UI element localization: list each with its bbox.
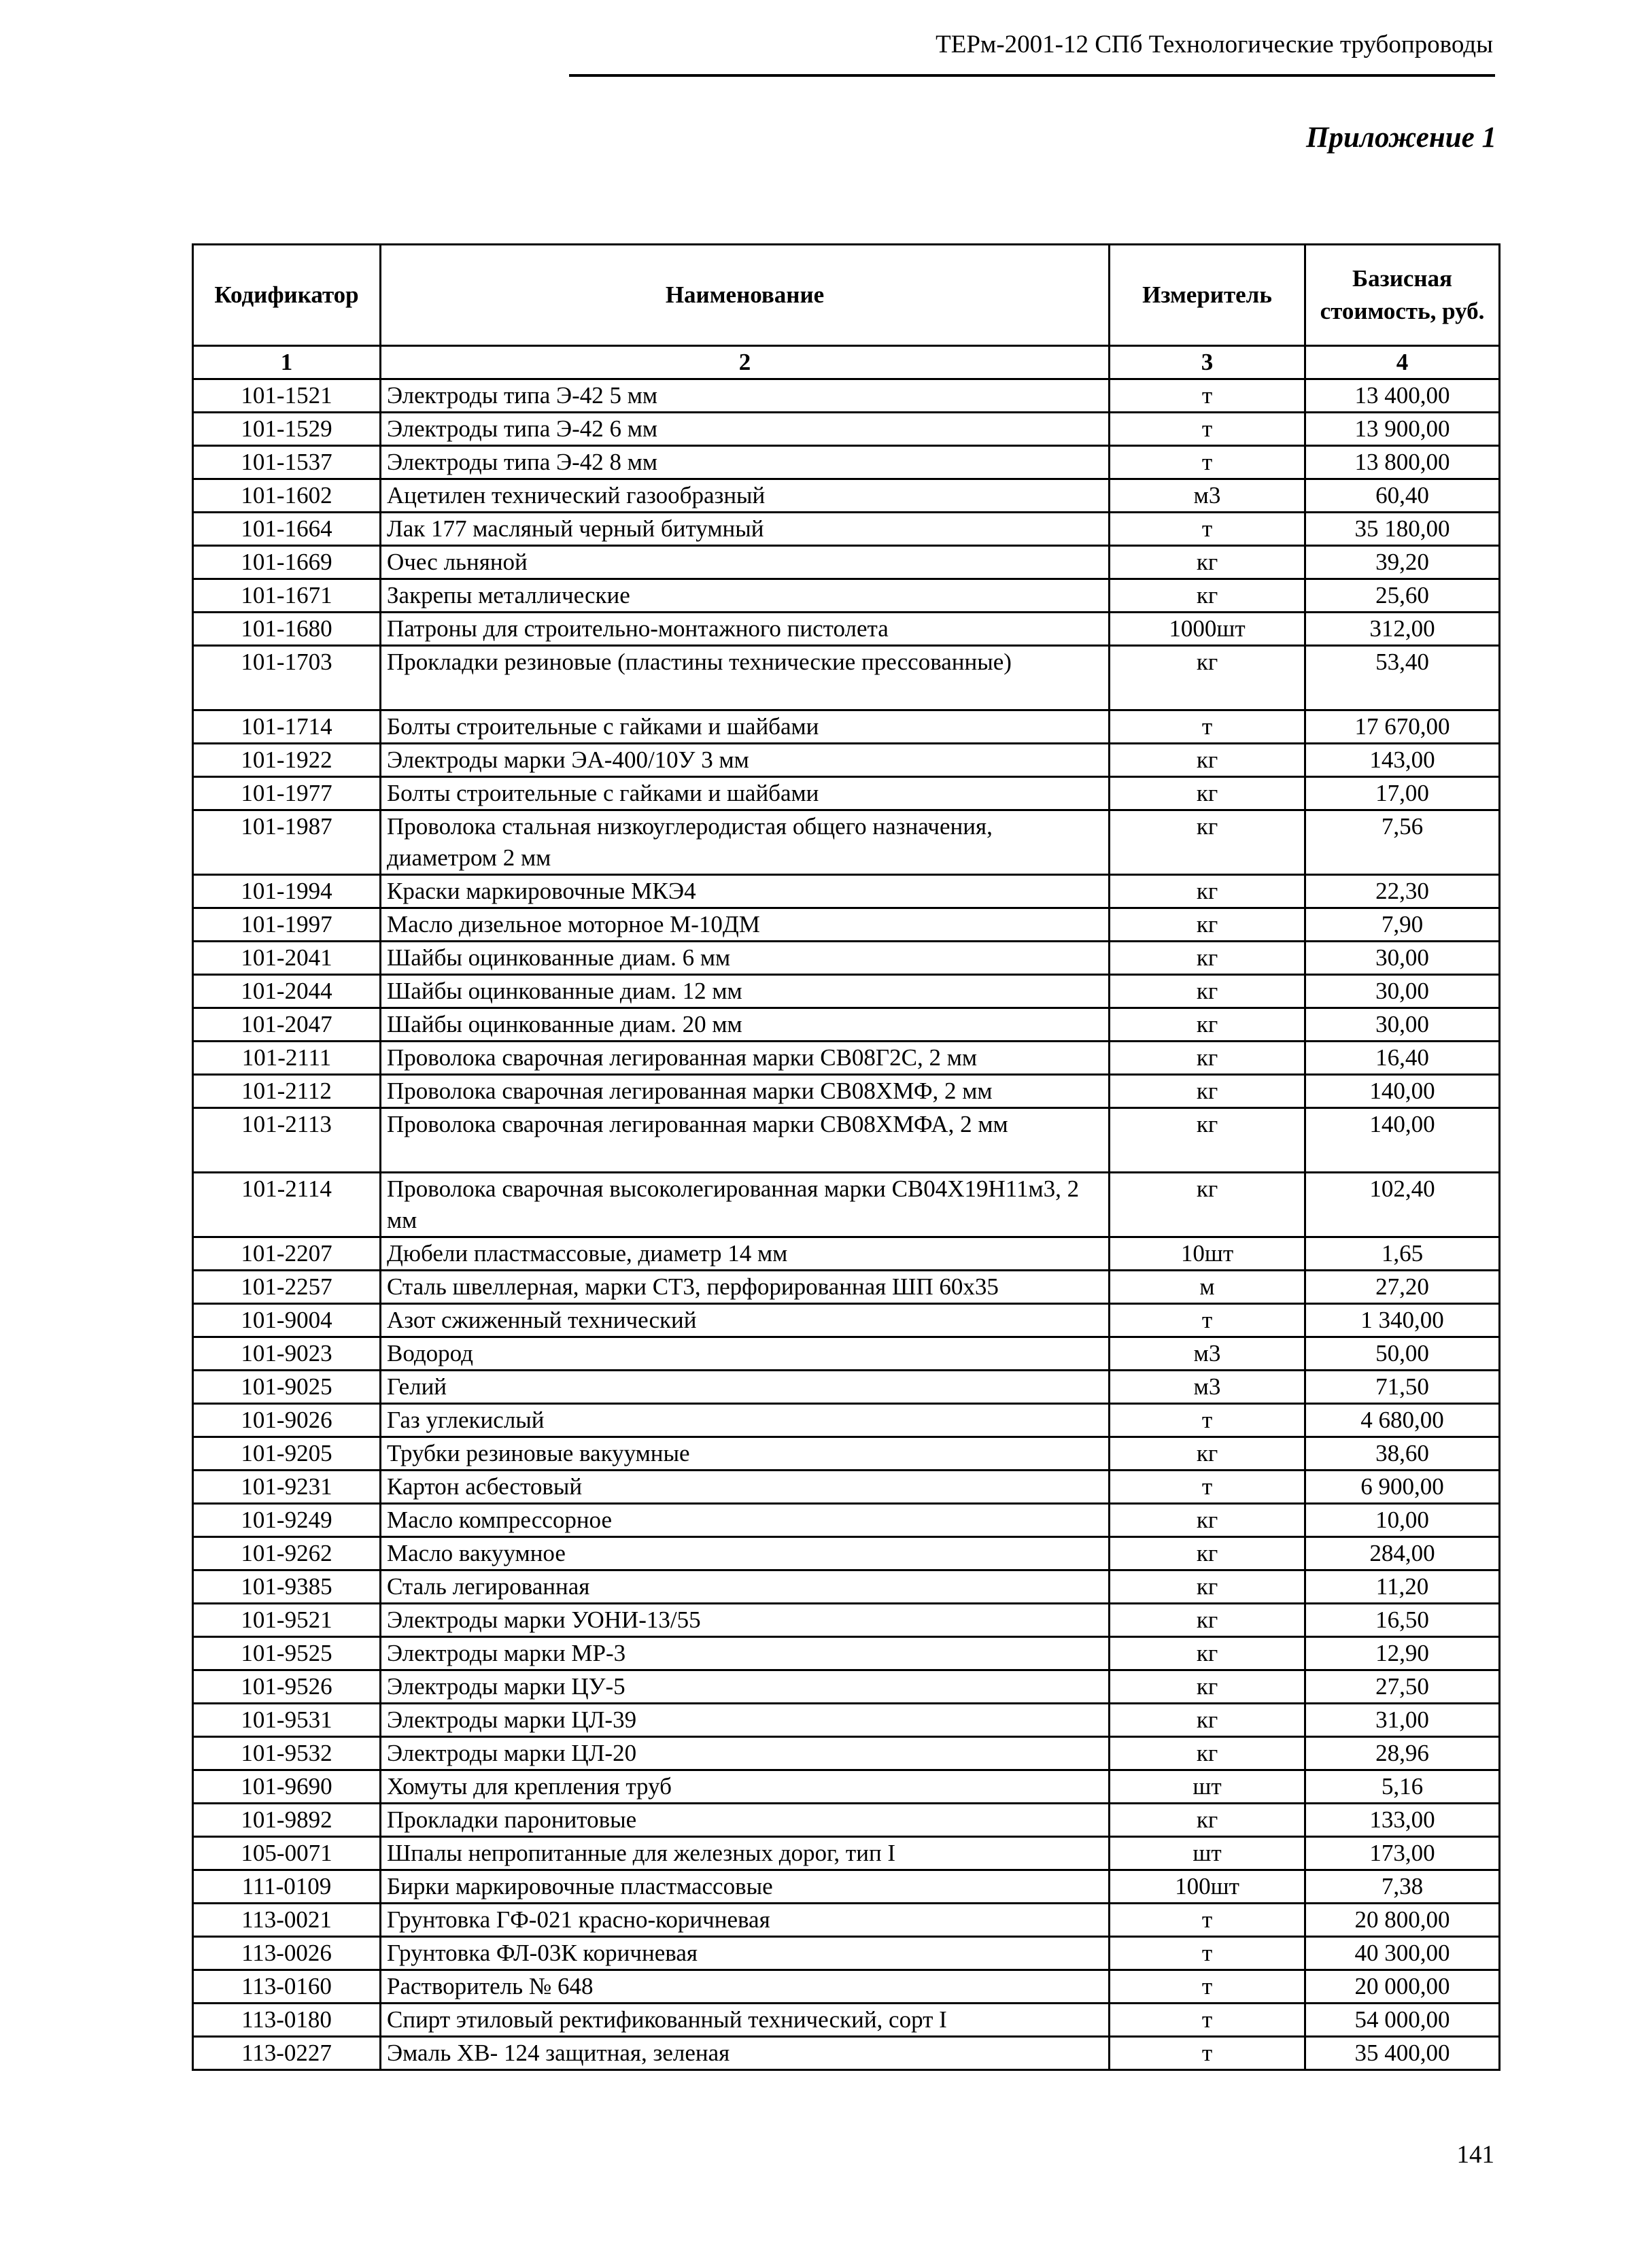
- row-name: Грунтовка ГФ-021 красно-коричневая: [381, 1904, 1110, 1937]
- row-code: 101-1977: [193, 777, 381, 810]
- table-row: [193, 1704, 1500, 1737]
- column-header-code: Кодификатор: [193, 245, 381, 346]
- row-price: 30,00: [1305, 975, 1500, 1008]
- row-unit: т: [1110, 413, 1305, 446]
- row-name: Ацетилен технический газообразный: [381, 479, 1110, 513]
- row-unit: кг: [1110, 975, 1305, 1008]
- row-unit: кг: [1110, 1437, 1305, 1471]
- table-row: [193, 1271, 1500, 1304]
- table-row: [193, 1804, 1500, 1837]
- row-unit: кг: [1110, 1637, 1305, 1670]
- row-unit: кг: [1110, 1504, 1305, 1537]
- table-row: [193, 1337, 1500, 1371]
- row-price: 4 680,00: [1305, 1404, 1500, 1437]
- row-code: 101-9521: [193, 1604, 381, 1637]
- row-code: 113-0227: [193, 2037, 381, 2070]
- row-price: 16,50: [1305, 1604, 1500, 1637]
- table-row: [193, 1604, 1500, 1637]
- table-row: [193, 942, 1500, 975]
- table-row: [193, 446, 1500, 479]
- table-row: [193, 810, 1500, 875]
- row-code: 101-9525: [193, 1637, 381, 1670]
- row-price: 17,00: [1305, 777, 1500, 810]
- row-unit: кг: [1110, 1670, 1305, 1704]
- row-code: 101-1669: [193, 546, 381, 579]
- table-row: [193, 513, 1500, 546]
- row-price: 12,90: [1305, 1637, 1500, 1670]
- row-name: Масло дизельное моторное М-10ДМ: [381, 908, 1110, 942]
- document-header-title: ТЕРм-2001-12 СПб Технологические трубопроводы: [936, 31, 1493, 58]
- row-code: 101-9531: [193, 1704, 381, 1737]
- table-row: [193, 710, 1500, 744]
- row-name: Электроды марки ЭА-400/10У 3 мм: [381, 744, 1110, 777]
- row-code: 101-2114: [193, 1173, 381, 1237]
- row-price: 7,56: [1305, 810, 1500, 875]
- row-code: 101-2112: [193, 1075, 381, 1108]
- row-code: 101-9262: [193, 1537, 381, 1570]
- row-name: Азот сжиженный технический: [381, 1304, 1110, 1337]
- row-code: 101-1922: [193, 744, 381, 777]
- row-code: 101-9025: [193, 1371, 381, 1404]
- column-header-price: Базисная стоимость, руб.: [1305, 245, 1500, 346]
- row-unit: т: [1110, 513, 1305, 546]
- row-price: 102,40: [1305, 1173, 1500, 1237]
- row-unit: кг: [1110, 1108, 1305, 1173]
- row-unit: т: [1110, 1304, 1305, 1337]
- row-unit: кг: [1110, 875, 1305, 908]
- table-row: [193, 646, 1500, 710]
- row-name: Болты строительные с гайками и шайбами: [381, 710, 1110, 744]
- column-number: 3: [1110, 346, 1305, 379]
- row-name: Гелий: [381, 1371, 1110, 1404]
- row-price: 13 900,00: [1305, 413, 1500, 446]
- row-name: Трубки резиновые вакуумные: [381, 1437, 1110, 1471]
- row-price: 6 900,00: [1305, 1471, 1500, 1504]
- table-body: [193, 346, 1500, 2070]
- row-name: Водород: [381, 1337, 1110, 1371]
- row-name: Проволока сварочная легированная марки СВ08ХМФ, 2 мм: [381, 1075, 1110, 1108]
- row-unit: кг: [1110, 579, 1305, 613]
- row-unit: т: [1110, 379, 1305, 413]
- row-name: Шайбы оцинкованные диам. 6 мм: [381, 942, 1110, 975]
- table-row: [193, 1108, 1500, 1173]
- row-name: Шайбы оцинкованные диам. 20 мм: [381, 1008, 1110, 1042]
- row-price: 7,90: [1305, 908, 1500, 942]
- table-row: [193, 413, 1500, 446]
- row-price: 71,50: [1305, 1371, 1500, 1404]
- row-price: 1 340,00: [1305, 1304, 1500, 1337]
- row-unit: кг: [1110, 546, 1305, 579]
- row-name: Прокладки паронитовые: [381, 1804, 1110, 1837]
- table-row: [193, 2004, 1500, 2037]
- row-code: 113-0021: [193, 1904, 381, 1937]
- row-code: 111-0109: [193, 1870, 381, 1904]
- row-name: Проволока стальная низкоуглеродистая общего назначения, диаметром 2 мм: [381, 810, 1110, 875]
- row-code: 101-2113: [193, 1108, 381, 1173]
- table-row: [193, 1670, 1500, 1704]
- row-price: 27,50: [1305, 1670, 1500, 1704]
- row-unit: кг: [1110, 1604, 1305, 1637]
- row-price: 1,65: [1305, 1237, 1500, 1271]
- row-unit: кг: [1110, 1804, 1305, 1837]
- row-name: Бирки маркировочные пластмассовые: [381, 1870, 1110, 1904]
- row-price: 143,00: [1305, 744, 1500, 777]
- row-code: 101-2047: [193, 1008, 381, 1042]
- table-row: [193, 975, 1500, 1008]
- page-number: 141: [1456, 2141, 1494, 2169]
- appendix-label: Приложение 1: [1306, 122, 1496, 154]
- row-price: 39,20: [1305, 546, 1500, 579]
- row-unit: м3: [1110, 1371, 1305, 1404]
- table-row: [193, 1237, 1500, 1271]
- row-unit: кг: [1110, 1537, 1305, 1570]
- row-price: 53,40: [1305, 646, 1500, 710]
- row-unit: шт: [1110, 1770, 1305, 1804]
- row-code: 101-2041: [193, 942, 381, 975]
- row-price: 35 180,00: [1305, 513, 1500, 546]
- table-row: [193, 1304, 1500, 1337]
- row-price: 5,16: [1305, 1770, 1500, 1804]
- row-unit: т: [1110, 1970, 1305, 2004]
- row-code: 101-9004: [193, 1304, 381, 1337]
- row-price: 10,00: [1305, 1504, 1500, 1537]
- row-unit: 10шт: [1110, 1237, 1305, 1271]
- row-name: Краски маркировочные МКЭ4: [381, 875, 1110, 908]
- table-row: [193, 546, 1500, 579]
- column-number: 2: [381, 346, 1110, 379]
- row-price: 25,60: [1305, 579, 1500, 613]
- row-unit: кг: [1110, 942, 1305, 975]
- table-row: [193, 1437, 1500, 1471]
- row-unit: м: [1110, 1271, 1305, 1304]
- row-price: 20 800,00: [1305, 1904, 1500, 1937]
- row-code: 101-1714: [193, 710, 381, 744]
- row-name: Электроды марки ЦУ-5: [381, 1670, 1110, 1704]
- column-header-name: Наименование: [381, 245, 1110, 346]
- row-unit: кг: [1110, 1008, 1305, 1042]
- row-unit: кг: [1110, 1042, 1305, 1075]
- row-price: 28,96: [1305, 1737, 1500, 1770]
- row-unit: кг: [1110, 1173, 1305, 1237]
- row-price: 54 000,00: [1305, 2004, 1500, 2037]
- row-name: Шпалы непропитанные для железных дорог, тип I: [381, 1837, 1110, 1870]
- column-number: 4: [1305, 346, 1500, 379]
- row-unit: кг: [1110, 1737, 1305, 1770]
- row-unit: т: [1110, 1471, 1305, 1504]
- row-code: 101-9385: [193, 1570, 381, 1604]
- row-name: Спирт этиловый ректификованный технический, сорт I: [381, 2004, 1110, 2037]
- table-row: [193, 1173, 1500, 1237]
- row-unit: кг: [1110, 810, 1305, 875]
- header-rule: [569, 74, 1495, 77]
- row-name: Электроды марки МР-3: [381, 1637, 1110, 1670]
- row-unit: кг: [1110, 777, 1305, 810]
- column-header-unit: Измеритель: [1110, 245, 1305, 346]
- row-code: 101-1703: [193, 646, 381, 710]
- row-name: Эмаль ХВ- 124 защитная, зеленая: [381, 2037, 1110, 2070]
- row-code: 101-1994: [193, 875, 381, 908]
- row-price: 38,60: [1305, 1437, 1500, 1471]
- row-code: 101-1529: [193, 413, 381, 446]
- table-row: [193, 1008, 1500, 1042]
- row-code: 113-0026: [193, 1937, 381, 1970]
- row-name: Дюбели пластмассовые, диаметр 14 мм: [381, 1237, 1110, 1271]
- row-code: 101-2257: [193, 1271, 381, 1304]
- row-code: 101-1987: [193, 810, 381, 875]
- table-row: [193, 1637, 1500, 1670]
- row-unit: кг: [1110, 1570, 1305, 1604]
- row-name: Картон асбестовый: [381, 1471, 1110, 1504]
- row-unit: т: [1110, 1904, 1305, 1937]
- row-unit: т: [1110, 1937, 1305, 1970]
- row-unit: кг: [1110, 1704, 1305, 1737]
- row-unit: т: [1110, 446, 1305, 479]
- table-row: [193, 1970, 1500, 2004]
- row-name: Сталь легированная: [381, 1570, 1110, 1604]
- row-code: 101-9023: [193, 1337, 381, 1371]
- row-name: Прокладки резиновые (пластины технические прессованные): [381, 646, 1110, 710]
- table-row: [193, 1504, 1500, 1537]
- row-unit: кг: [1110, 646, 1305, 710]
- row-price: 60,40: [1305, 479, 1500, 513]
- table-row: [193, 1870, 1500, 1904]
- table-row: [193, 1904, 1500, 1937]
- row-code: 101-2207: [193, 1237, 381, 1271]
- row-name: Электроды марки УОНИ-13/55: [381, 1604, 1110, 1637]
- row-code: 101-2044: [193, 975, 381, 1008]
- row-name: Сталь швеллерная, марки СТ3, перфорированная ШП 60х35: [381, 1271, 1110, 1304]
- row-name: Масло вакуумное: [381, 1537, 1110, 1570]
- row-price: 22,30: [1305, 875, 1500, 908]
- row-code: 101-1680: [193, 613, 381, 646]
- row-name: Газ углекислый: [381, 1404, 1110, 1437]
- row-price: 284,00: [1305, 1537, 1500, 1570]
- row-name: Электроды типа Э-42 6 мм: [381, 413, 1110, 446]
- row-code: 101-9526: [193, 1670, 381, 1704]
- row-name: Патроны для строительно-монтажного пистолета: [381, 613, 1110, 646]
- row-price: 30,00: [1305, 942, 1500, 975]
- row-unit: 1000шт: [1110, 613, 1305, 646]
- row-name: Растворитель № 648: [381, 1970, 1110, 2004]
- table-row: [193, 579, 1500, 613]
- row-code: 101-1537: [193, 446, 381, 479]
- row-price: 140,00: [1305, 1108, 1500, 1173]
- row-code: 101-1664: [193, 513, 381, 546]
- row-name: Масло компрессорное: [381, 1504, 1110, 1537]
- row-unit: м3: [1110, 1337, 1305, 1371]
- row-price: 40 300,00: [1305, 1937, 1500, 1970]
- row-name: Проволока сварочная высоколегированная марки СВ04Х19Н11м3, 2 мм: [381, 1173, 1110, 1237]
- row-code: 101-2111: [193, 1042, 381, 1075]
- row-name: Болты строительные с гайками и шайбами: [381, 777, 1110, 810]
- row-name: Закрепы металлические: [381, 579, 1110, 613]
- table-row: [193, 1737, 1500, 1770]
- row-name: Грунтовка ФЛ-03К коричневая: [381, 1937, 1110, 1970]
- row-price: 13 800,00: [1305, 446, 1500, 479]
- row-unit: 100шт: [1110, 1870, 1305, 1904]
- row-price: 30,00: [1305, 1008, 1500, 1042]
- row-price: 140,00: [1305, 1075, 1500, 1108]
- row-price: 7,38: [1305, 1870, 1500, 1904]
- row-name: Хомуты для крепления труб: [381, 1770, 1110, 1804]
- row-price: 11,20: [1305, 1570, 1500, 1604]
- row-price: 20 000,00: [1305, 1970, 1500, 2004]
- row-code: 101-1997: [193, 908, 381, 942]
- row-code: 101-9892: [193, 1804, 381, 1837]
- row-name: Электроды марки ЦЛ-20: [381, 1737, 1110, 1770]
- table-row: [193, 1371, 1500, 1404]
- table-row: [193, 1075, 1500, 1108]
- row-unit: т: [1110, 1404, 1305, 1437]
- table-row: [193, 1770, 1500, 1804]
- row-code: 113-0180: [193, 2004, 381, 2037]
- row-code: 101-9690: [193, 1770, 381, 1804]
- row-unit: шт: [1110, 1837, 1305, 1870]
- row-price: 173,00: [1305, 1837, 1500, 1870]
- column-number: 1: [193, 346, 381, 379]
- row-name: Очес льняной: [381, 546, 1110, 579]
- table-row: [193, 613, 1500, 646]
- row-name: Лак 177 масляный черный битумный: [381, 513, 1110, 546]
- row-code: 101-1671: [193, 579, 381, 613]
- row-price: 35 400,00: [1305, 2037, 1500, 2070]
- table-row: [193, 1404, 1500, 1437]
- row-price: 17 670,00: [1305, 710, 1500, 744]
- table-row: [193, 777, 1500, 810]
- row-name: Электроды марки ЦЛ-39: [381, 1704, 1110, 1737]
- row-unit: кг: [1110, 908, 1305, 942]
- row-unit: кг: [1110, 744, 1305, 777]
- row-name: Проволока сварочная легированная марки СВ08Г2С, 2 мм: [381, 1042, 1110, 1075]
- table-row: [193, 2037, 1500, 2070]
- table-row: [193, 1937, 1500, 1970]
- row-price: 50,00: [1305, 1337, 1500, 1371]
- row-price: 13 400,00: [1305, 379, 1500, 413]
- row-name: Электроды типа Э-42 5 мм: [381, 379, 1110, 413]
- row-code: 101-9205: [193, 1437, 381, 1471]
- table-row: [193, 479, 1500, 513]
- row-unit: т: [1110, 710, 1305, 744]
- row-code: 105-0071: [193, 1837, 381, 1870]
- row-code: 113-0160: [193, 1970, 381, 2004]
- row-unit: т: [1110, 2004, 1305, 2037]
- row-price: 312,00: [1305, 613, 1500, 646]
- row-code: 101-9532: [193, 1737, 381, 1770]
- row-name: Электроды типа Э-42 8 мм: [381, 446, 1110, 479]
- table-row: [193, 1570, 1500, 1604]
- price-table: [192, 243, 1501, 2071]
- row-code: 101-1602: [193, 479, 381, 513]
- table-row: [193, 379, 1500, 413]
- row-price: 31,00: [1305, 1704, 1500, 1737]
- table-row: [193, 1837, 1500, 1870]
- row-price: 133,00: [1305, 1804, 1500, 1837]
- row-unit: кг: [1110, 1075, 1305, 1108]
- table-row: [193, 744, 1500, 777]
- row-code: 101-9231: [193, 1471, 381, 1504]
- row-code: 101-9026: [193, 1404, 381, 1437]
- row-unit: т: [1110, 2037, 1305, 2070]
- row-price: 16,40: [1305, 1042, 1500, 1075]
- row-name: Проволока сварочная легированная марки СВ08ХМФА, 2 мм: [381, 1108, 1110, 1173]
- table-row: [193, 908, 1500, 942]
- row-price: 27,20: [1305, 1271, 1500, 1304]
- table-row: [193, 875, 1500, 908]
- column-number-row: [193, 346, 1500, 379]
- row-code: 101-1521: [193, 379, 381, 413]
- table-row: [193, 1537, 1500, 1570]
- table-header-row: [193, 245, 1500, 346]
- table-row: [193, 1471, 1500, 1504]
- row-name: Шайбы оцинкованные диам. 12 мм: [381, 975, 1110, 1008]
- table-row: [193, 1042, 1500, 1075]
- row-unit: м3: [1110, 479, 1305, 513]
- row-code: 101-9249: [193, 1504, 381, 1537]
